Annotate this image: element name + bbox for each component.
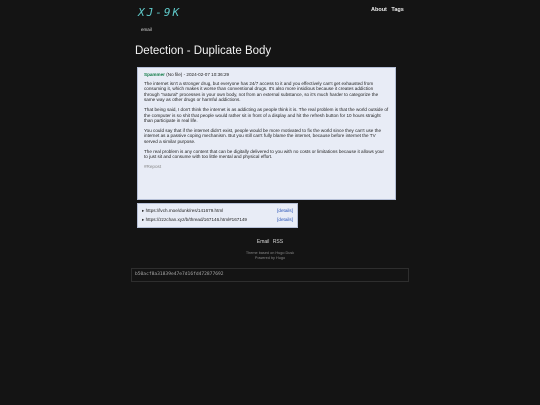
repost-tag[interactable]: #Repost	[144, 163, 162, 169]
page-title: Detection - Duplicate Body	[135, 45, 272, 57]
details-link[interactable]: [details]	[277, 208, 293, 213]
footer-rss-link[interactable]: RSS	[272, 239, 284, 245]
footer-links	[0, 239, 540, 245]
post-file: (No file)	[166, 72, 183, 77]
footer-email-link[interactable]: Email	[256, 239, 270, 245]
source-link[interactable]: https://lvch.moe/dunk/res/141679.html	[145, 207, 224, 213]
bullet-icon: ▸	[142, 207, 146, 213]
theme-credit: Theme based on Hugo Dusk	[245, 251, 295, 255]
post-paragraph: You could say that if the internet didn't exist, people would be more motivated to fix the world since they can't use the internet as a passive coping mechanism. But you still can't fully blame the internet, because before internet the TV served a similar purpose.	[144, 127, 382, 144]
source-links-box	[137, 203, 298, 228]
nav-about-link[interactable]: About	[371, 7, 387, 13]
post-meta: Spammer (No file) - 2024-02-07 10:36:29	[144, 72, 230, 77]
hash-box: b50acf8a31839e47e7d16fd472877692	[131, 268, 409, 282]
details-link[interactable]: [details]	[277, 217, 293, 222]
post-paragraph: The internet isn't a stronger drug, but everyone has 24/7 access to it and you effectively can't get exhausted from consuming it, which makes it worse than conventional drugs. It's also more insidious because it creates addiction through "natural" processes in your own body, not from an external substance, so it's much harder to categorize the same way as other drugs or harmful addictions.	[144, 80, 379, 103]
post-author: Spammer	[144, 72, 165, 77]
source-link-row	[142, 215, 293, 224]
source-link[interactable]: https://zzzchan.xyz/b/thread/167146.html#167149	[145, 216, 247, 222]
header-email-link[interactable]: email	[141, 27, 152, 32]
top-nav	[368, 7, 404, 13]
bullet-icon: ▸	[142, 216, 146, 222]
powered-credit: Powered by Hugo	[254, 255, 286, 260]
post-date: 2024-02-07 10:36:29	[186, 72, 230, 77]
post-paragraph: The real problem is any content that can be digitally delivered to you with no costs or limitations because it allows your to just sit and consume with too little mental and physical effort.	[144, 148, 385, 160]
nav-tags-link[interactable]: Tags	[391, 7, 404, 13]
post-card	[137, 67, 396, 200]
source-link-row	[142, 206, 293, 215]
post-paragraph: That being said, I don't think the internet is as addicting as people think it is. The real problem is that the world outside of the computer is so shit that people would rather sit in front of a display and hit the refresh button for 10 hours straight than participate in real life.	[144, 106, 389, 124]
site-logo[interactable]: XJ-9K	[138, 6, 182, 19]
footer-credits	[0, 251, 540, 260]
